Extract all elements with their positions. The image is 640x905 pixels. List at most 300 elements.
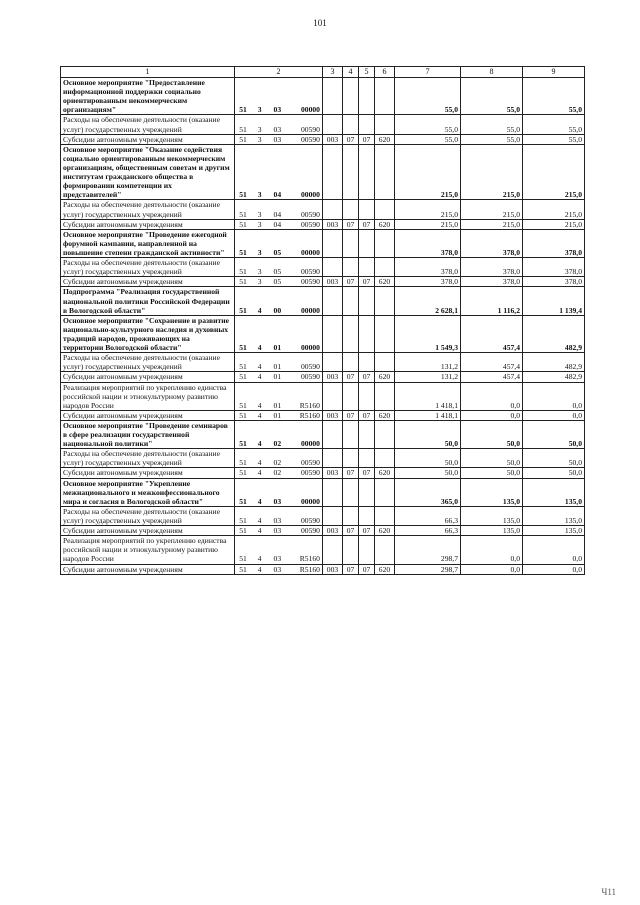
- ministry-code: [323, 506, 343, 525]
- code-part-k2: 4: [257, 554, 262, 564]
- amount-col-9: 0,0: [523, 536, 585, 564]
- row-name: Субсидии автономным учреждениям: [61, 277, 235, 287]
- ministry-code: 003: [323, 410, 343, 420]
- table-row: [61, 258, 585, 277]
- subsection-code: [359, 315, 375, 352]
- table-row: [61, 410, 585, 420]
- subsection-code: 07: [359, 277, 375, 287]
- code-part-k4: 00000: [300, 305, 320, 315]
- section-code: 07: [343, 372, 359, 382]
- row-name: Реализация мероприятий по укреплению единства российской нации и этнокультурному развитию народов России: [61, 382, 235, 410]
- amount-col-7: 131,2: [395, 353, 461, 372]
- ministry-code: 003: [323, 526, 343, 536]
- section-code: [343, 144, 359, 200]
- code-part-k1: 51: [239, 247, 247, 257]
- code-part-k2: 4: [257, 516, 262, 526]
- code-part-k3: 03: [273, 105, 282, 115]
- subsection-code: [359, 115, 375, 134]
- section-code: 07: [343, 134, 359, 144]
- section-code: [343, 287, 359, 315]
- table-row: [61, 200, 585, 219]
- code-part-k3: 00: [273, 305, 282, 315]
- amount-col-9: 135,0: [523, 526, 585, 536]
- row-name: Подпрограмма "Реализация государственной национальной политики Российской Федерации в Вологодской области": [61, 287, 235, 315]
- amount-col-9: 215,0: [523, 219, 585, 229]
- expense-type-code: 620: [375, 468, 395, 478]
- expense-type-code: [375, 229, 395, 257]
- code-part-k3: 05: [273, 267, 282, 277]
- row-name: Реализация мероприятий по укреплению единства российской нации и этнокультурному развитию народов России: [61, 536, 235, 564]
- code-part-k2: 4: [257, 410, 262, 420]
- code-part-k1: 51: [239, 267, 247, 277]
- target-code: [235, 382, 323, 410]
- code-part-k4: 00590: [300, 124, 320, 134]
- code-part-k2: 4: [257, 372, 262, 382]
- target-code: [235, 468, 323, 478]
- subsection-code: 07: [359, 410, 375, 420]
- amount-col-7: 55,0: [395, 115, 461, 134]
- amount-col-8: 215,0: [461, 200, 523, 219]
- code-part-k2: 3: [257, 134, 262, 144]
- amount-col-9: 482,9: [523, 315, 585, 352]
- code-part-k1: 51: [239, 219, 247, 229]
- subsection-code: 07: [359, 526, 375, 536]
- target-code: [235, 219, 323, 229]
- ministry-code: [323, 420, 343, 448]
- table-row: [61, 468, 585, 478]
- row-name: Расходы на обеспечение деятельности (оказание услуг) государственных учреждений: [61, 200, 235, 219]
- target-code: [235, 564, 323, 574]
- section-code: [343, 258, 359, 277]
- target-code: [235, 315, 323, 352]
- code-part-k4: 00590: [300, 362, 320, 372]
- ministry-code: [323, 449, 343, 468]
- target-code: [235, 258, 323, 277]
- amount-col-7: 298,7: [395, 536, 461, 564]
- code-part-k4: 00590: [300, 277, 320, 287]
- amount-col-8: 0,0: [461, 382, 523, 410]
- code-part-k2: 4: [257, 400, 262, 410]
- section-code: 07: [343, 526, 359, 536]
- amount-col-9: 378,0: [523, 258, 585, 277]
- header-cell: 1: [61, 67, 235, 78]
- expense-type-code: [375, 449, 395, 468]
- code-part-k2: 4: [257, 468, 262, 478]
- code-part-k3: 05: [273, 247, 282, 257]
- amount-col-9: 482,9: [523, 372, 585, 382]
- code-part-k2: 4: [257, 458, 262, 468]
- code-part-k4: 00590: [300, 516, 320, 526]
- code-part-k3: 01: [273, 400, 282, 410]
- row-name: Расходы на обеспечение деятельности (оказание услуг) государственных учреждений: [61, 258, 235, 277]
- code-part-k4: 00000: [300, 496, 320, 506]
- subsection-code: [359, 353, 375, 372]
- code-part-k2: 4: [257, 305, 262, 315]
- code-part-k3: 02: [273, 458, 282, 468]
- target-code: [235, 229, 323, 257]
- section-code: [343, 315, 359, 352]
- table-row: [61, 229, 585, 257]
- amount-col-9: 215,0: [523, 200, 585, 219]
- row-name: Основное мероприятие "Предоставление информационной поддержки социально ориентированным некоммерческим организациям": [61, 78, 235, 115]
- subsection-code: [359, 536, 375, 564]
- amount-col-8: 55,0: [461, 115, 523, 134]
- section-code: [343, 506, 359, 525]
- amount-col-9: 1 139,4: [523, 287, 585, 315]
- amount-col-7: 66,3: [395, 506, 461, 525]
- amount-col-9: 135,0: [523, 478, 585, 506]
- code-part-k3: 01: [273, 362, 282, 372]
- expense-type-code: [375, 200, 395, 219]
- target-code: [235, 420, 323, 448]
- expense-type-code: 620: [375, 277, 395, 287]
- code-part-k3: 02: [273, 439, 282, 449]
- amount-col-9: 378,0: [523, 277, 585, 287]
- code-part-k3: 01: [273, 343, 282, 353]
- code-part-k1: 51: [239, 209, 247, 219]
- code-part-k3: 03: [273, 124, 282, 134]
- amount-col-9: 135,0: [523, 506, 585, 525]
- code-part-k1: 51: [239, 124, 247, 134]
- header-cell: 9: [523, 67, 585, 78]
- target-code: [235, 134, 323, 144]
- code-part-k3: 04: [273, 219, 282, 229]
- subsection-code: [359, 420, 375, 448]
- expense-type-code: [375, 420, 395, 448]
- table-row: [61, 78, 585, 115]
- target-code: [235, 526, 323, 536]
- code-part-k1: 51: [239, 372, 247, 382]
- amount-col-7: 378,0: [395, 229, 461, 257]
- amount-col-8: 135,0: [461, 478, 523, 506]
- code-part-k3: 04: [273, 209, 282, 219]
- code-part-k2: 3: [257, 267, 262, 277]
- code-part-k4: 00000: [300, 247, 320, 257]
- code-part-k2: 4: [257, 526, 262, 536]
- table-row: [61, 382, 585, 410]
- amount-col-7: 2 628,1: [395, 287, 461, 315]
- code-part-k2: 4: [257, 564, 262, 574]
- expense-type-code: [375, 144, 395, 200]
- subsection-code: [359, 382, 375, 410]
- amount-col-8: 50,0: [461, 420, 523, 448]
- amount-col-8: 378,0: [461, 229, 523, 257]
- code-part-k4: 00000: [300, 190, 320, 200]
- code-part-k1: 51: [239, 343, 247, 353]
- row-name: Основное мероприятие "Проведение семинаров в сфере реализации государственной национальной политики": [61, 420, 235, 448]
- subsection-code: 07: [359, 219, 375, 229]
- code-part-k2: 3: [257, 219, 262, 229]
- section-code: 07: [343, 410, 359, 420]
- section-code: [343, 382, 359, 410]
- amount-col-9: 0,0: [523, 410, 585, 420]
- code-part-k2: 4: [257, 439, 262, 449]
- row-name: Основное мероприятие "Проведение ежегодной форумной кампании, направленной на повышение степени гражданской активности": [61, 229, 235, 257]
- code-part-k4: 00000: [300, 439, 320, 449]
- amount-col-7: 298,7: [395, 564, 461, 574]
- ministry-code: [323, 478, 343, 506]
- target-code: [235, 410, 323, 420]
- ministry-code: 003: [323, 134, 343, 144]
- amount-col-8: 0,0: [461, 536, 523, 564]
- code-part-k1: 51: [239, 362, 247, 372]
- code-part-k3: 05: [273, 277, 282, 287]
- header-cell: 8: [461, 67, 523, 78]
- target-code: [235, 536, 323, 564]
- code-part-k1: 51: [239, 134, 247, 144]
- amount-col-8: 1 116,2: [461, 287, 523, 315]
- code-part-k1: 51: [239, 516, 247, 526]
- ministry-code: [323, 229, 343, 257]
- amount-col-8: 135,0: [461, 506, 523, 525]
- amount-col-8: 457,4: [461, 353, 523, 372]
- code-part-k1: 51: [239, 305, 247, 315]
- table-row: [61, 115, 585, 134]
- code-part-k2: 3: [257, 105, 262, 115]
- amount-col-9: 50,0: [523, 449, 585, 468]
- target-code: [235, 353, 323, 372]
- code-part-k2: 3: [257, 190, 262, 200]
- header-cell: 5: [359, 67, 375, 78]
- code-part-k3: 03: [273, 564, 282, 574]
- subsection-code: [359, 144, 375, 200]
- table-row: [61, 564, 585, 574]
- table-row: [61, 420, 585, 448]
- row-name: Субсидии автономным учреждениям: [61, 564, 235, 574]
- code-part-k4: 00590: [300, 372, 320, 382]
- amount-col-8: 55,0: [461, 134, 523, 144]
- code-part-k4: R5160: [299, 554, 320, 564]
- row-name: Расходы на обеспечение деятельности (оказание услуг) государственных учреждений: [61, 449, 235, 468]
- code-part-k3: 01: [273, 410, 282, 420]
- table-row: [61, 536, 585, 564]
- corner-mark: Ч11: [601, 887, 616, 897]
- amount-col-8: 457,4: [461, 315, 523, 352]
- row-name: Основное мероприятие "Укрепление межнационального и межконфессионального мира и согласия в Вологодской области": [61, 478, 235, 506]
- code-part-k3: 04: [273, 190, 282, 200]
- code-part-k1: 51: [239, 190, 247, 200]
- subsection-code: [359, 200, 375, 219]
- code-part-k3: 03: [273, 496, 282, 506]
- table-row: [61, 144, 585, 200]
- ministry-code: 003: [323, 372, 343, 382]
- amount-col-8: 215,0: [461, 219, 523, 229]
- target-code: [235, 506, 323, 525]
- section-code: [343, 115, 359, 134]
- ministry-code: [323, 287, 343, 315]
- code-part-k3: 03: [273, 516, 282, 526]
- amount-col-8: 55,0: [461, 78, 523, 115]
- code-part-k2: 3: [257, 247, 262, 257]
- header-cell: 3: [323, 67, 343, 78]
- amount-col-7: 1 549,3: [395, 315, 461, 352]
- expense-type-code: [375, 536, 395, 564]
- amount-col-7: 66,3: [395, 526, 461, 536]
- ministry-code: 003: [323, 564, 343, 574]
- amount-col-7: 50,0: [395, 420, 461, 448]
- table-row: [61, 287, 585, 315]
- ministry-code: [323, 200, 343, 219]
- code-part-k1: 51: [239, 410, 247, 420]
- row-name: Субсидии автономным учреждениям: [61, 526, 235, 536]
- expense-type-code: [375, 353, 395, 372]
- target-code: [235, 277, 323, 287]
- table-row: [61, 134, 585, 144]
- target-code: [235, 115, 323, 134]
- code-part-k1: 51: [239, 105, 247, 115]
- code-part-k3: 02: [273, 468, 282, 478]
- target-code: [235, 78, 323, 115]
- code-part-k2: 4: [257, 496, 262, 506]
- row-name: Субсидии автономным учреждениям: [61, 134, 235, 144]
- subsection-code: 07: [359, 468, 375, 478]
- amount-col-9: 215,0: [523, 144, 585, 200]
- section-code: [343, 78, 359, 115]
- header-cell: 4: [343, 67, 359, 78]
- expense-type-code: [375, 506, 395, 525]
- code-part-k4: R5160: [299, 410, 320, 420]
- row-name: Субсидии автономным учреждениям: [61, 372, 235, 382]
- page-number: 101: [313, 18, 327, 28]
- target-code: [235, 287, 323, 315]
- expense-type-code: [375, 258, 395, 277]
- code-part-k4: 00590: [300, 468, 320, 478]
- row-name: Расходы на обеспечение деятельности (оказание услуг) государственных учреждений: [61, 506, 235, 525]
- code-part-k4: 00590: [300, 458, 320, 468]
- row-name: Расходы на обеспечение деятельности (оказание услуг) государственных учреждений: [61, 353, 235, 372]
- amount-col-8: 0,0: [461, 410, 523, 420]
- code-part-k2: 4: [257, 362, 262, 372]
- subsection-code: [359, 258, 375, 277]
- subsection-code: [359, 78, 375, 115]
- code-part-k1: 51: [239, 458, 247, 468]
- expense-type-code: 620: [375, 410, 395, 420]
- ministry-code: [323, 382, 343, 410]
- code-part-k1: 51: [239, 526, 247, 536]
- header-row: [61, 67, 585, 78]
- header-cell: 7: [395, 67, 461, 78]
- code-part-k2: 3: [257, 209, 262, 219]
- amount-col-7: 378,0: [395, 258, 461, 277]
- amount-col-9: 50,0: [523, 420, 585, 448]
- amount-col-9: 0,0: [523, 382, 585, 410]
- amount-col-8: 378,0: [461, 277, 523, 287]
- code-part-k4: 00000: [300, 343, 320, 353]
- code-part-k1: 51: [239, 468, 247, 478]
- amount-col-7: 55,0: [395, 134, 461, 144]
- amount-col-9: 50,0: [523, 468, 585, 478]
- amount-col-8: 50,0: [461, 468, 523, 478]
- table-row: [61, 449, 585, 468]
- subsection-code: [359, 478, 375, 506]
- section-code: [343, 229, 359, 257]
- table-row: [61, 315, 585, 352]
- amount-col-8: 215,0: [461, 144, 523, 200]
- ministry-code: [323, 144, 343, 200]
- ministry-code: 003: [323, 219, 343, 229]
- code-part-k2: 3: [257, 277, 262, 287]
- amount-col-7: 55,0: [395, 78, 461, 115]
- expense-type-code: 620: [375, 526, 395, 536]
- code-part-k3: 03: [273, 554, 282, 564]
- amount-col-8: 135,0: [461, 526, 523, 536]
- code-part-k3: 01: [273, 372, 282, 382]
- section-code: 07: [343, 277, 359, 287]
- row-name: Субсидии автономным учреждениям: [61, 468, 235, 478]
- amount-col-9: 482,9: [523, 353, 585, 372]
- subsection-code: [359, 229, 375, 257]
- code-part-k1: 51: [239, 554, 247, 564]
- subsection-code: [359, 506, 375, 525]
- section-code: [343, 420, 359, 448]
- expense-type-code: [375, 287, 395, 315]
- amount-col-7: 50,0: [395, 449, 461, 468]
- section-code: 07: [343, 468, 359, 478]
- amount-col-9: 0,0: [523, 564, 585, 574]
- section-code: [343, 449, 359, 468]
- ministry-code: [323, 78, 343, 115]
- amount-col-7: 378,0: [395, 277, 461, 287]
- code-part-k1: 51: [239, 564, 247, 574]
- ministry-code: 003: [323, 468, 343, 478]
- subsection-code: 07: [359, 372, 375, 382]
- budget-table: [60, 66, 585, 575]
- expense-type-code: [375, 478, 395, 506]
- amount-col-7: 215,0: [395, 219, 461, 229]
- table-row: [61, 526, 585, 536]
- amount-col-8: 457,4: [461, 372, 523, 382]
- ministry-code: [323, 353, 343, 372]
- header-cell: 6: [375, 67, 395, 78]
- row-name: Субсидии автономным учреждениям: [61, 219, 235, 229]
- expense-type-code: 620: [375, 372, 395, 382]
- section-code: [343, 200, 359, 219]
- amount-col-7: 131,2: [395, 372, 461, 382]
- code-part-k4: 00590: [300, 134, 320, 144]
- amount-col-9: 55,0: [523, 115, 585, 134]
- table-row: [61, 372, 585, 382]
- code-part-k4: R5160: [299, 400, 320, 410]
- row-name: Субсидии автономным учреждениям: [61, 410, 235, 420]
- amount-col-8: 0,0: [461, 564, 523, 574]
- code-part-k2: 3: [257, 124, 262, 134]
- code-part-k3: 03: [273, 526, 282, 536]
- target-code: [235, 200, 323, 219]
- amount-col-7: 215,0: [395, 144, 461, 200]
- amount-col-8: 50,0: [461, 449, 523, 468]
- ministry-code: [323, 536, 343, 564]
- row-name: Основное мероприятие "Сохранение и развитие национально-культурного наследия и духовных традиций народов, проживающих на территории Вологодской области": [61, 315, 235, 352]
- ministry-code: 003: [323, 277, 343, 287]
- expense-type-code: [375, 115, 395, 134]
- amount-col-7: 365,0: [395, 478, 461, 506]
- code-part-k4: R5160: [299, 564, 320, 574]
- section-code: [343, 478, 359, 506]
- code-part-k3: 03: [273, 134, 282, 144]
- expense-type-code: 620: [375, 564, 395, 574]
- code-part-k1: 51: [239, 496, 247, 506]
- section-code: 07: [343, 564, 359, 574]
- expense-type-code: [375, 78, 395, 115]
- subsection-code: [359, 449, 375, 468]
- code-part-k2: 4: [257, 343, 262, 353]
- target-code: [235, 478, 323, 506]
- code-part-k1: 51: [239, 439, 247, 449]
- code-part-k4: 00590: [300, 219, 320, 229]
- table-row: [61, 353, 585, 372]
- ministry-code: [323, 258, 343, 277]
- table-row: [61, 506, 585, 525]
